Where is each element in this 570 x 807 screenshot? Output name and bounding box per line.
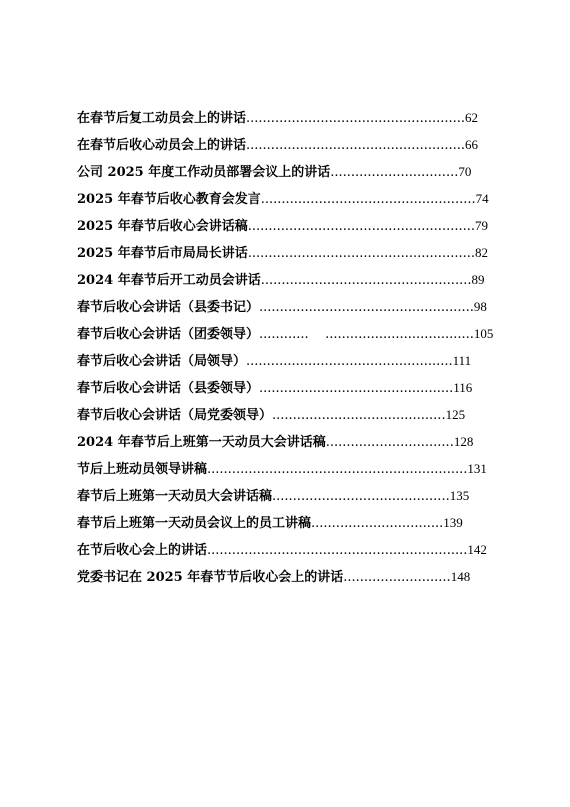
toc-entry-title: 在春节后复工动员会上的讲话 [77,111,247,126]
toc-entry [77,158,496,185]
toc-entry-page: 116 [453,380,473,395]
toc-entry-title: 2024 年春节后开工动员会讲话 [77,273,261,288]
toc-entry [77,293,496,320]
toc-entry-page: 66 [465,137,479,152]
toc-entry [77,509,496,536]
toc-entry-page: 62 [465,110,479,125]
toc-entry-page: 131 [467,461,487,476]
toc-entry-title: 在节后收心会上的讲话 [77,543,208,558]
toc-entry-leader: .......................................... [272,408,446,423]
toc-entry-leader: ..................................................... [246,111,466,126]
toc-entry-page: 98 [473,299,487,314]
toc-entry-leader: ............................... [330,165,459,180]
toc-entry-leader: ................................ [311,516,444,531]
toc-entry-page: 79 [475,218,488,233]
toc-entry-page: 89 [471,272,485,287]
toc-entry [77,482,496,509]
toc-entry-leader: .................................................... [259,300,474,315]
toc-entry-page: 142 [467,542,487,557]
toc-entry [77,563,496,590]
toc-entry-leader: .......................... [343,570,451,585]
toc-entry [77,347,496,374]
toc-entry-leader: ........................................... [272,489,450,504]
toc-entry [77,536,496,563]
toc-entry [77,266,496,293]
toc-entry [77,320,496,347]
toc-entry-title: 2024 年春节后上班第一天动员大会讲话稿 [77,435,326,450]
toc-entry-page: 148 [450,569,471,584]
toc-entry-leader: ..................................................... [246,138,466,153]
toc-entry-title: 节后上班动员领导讲稿 [77,462,208,477]
toc-entry-title: 在春节后收心动员会上的讲话 [77,138,247,153]
toc-entry-leader: ....................................................... [247,246,475,261]
toc-entry-title: 党委书记在 2025 年春节节后收心会上的讲话 [77,570,344,585]
table-of-contents [77,104,496,590]
toc-entry [77,455,496,482]
toc-entry [77,104,496,131]
toc-entry-leader: .................................................... [260,192,476,207]
toc-entry-title: 春节后收心会讲话（团委领导） [77,327,260,342]
toc-entry-page: 139 [443,515,463,530]
toc-entry [77,374,496,401]
toc-entry-title: 春节后收心会讲话（县委领导） [77,381,260,396]
toc-entry-page: 105 [473,326,494,341]
toc-entry-leader: ............................................................... [207,462,468,477]
toc-entry-title: 春节后上班第一天动员大会讲话稿 [77,489,273,504]
toc-entry-title: 春节后收心会讲话（县委书记） [77,300,260,315]
toc-entry-leader: ............ .................................... [259,327,474,342]
toc-entry-page: 135 [449,488,470,503]
toc-entry [77,239,496,266]
toc-entry-title: 春节后收心会讲话（局党委领导） [77,408,273,423]
toc-entry-title: 2025 年春节后收心教育会发言 [77,192,261,207]
toc-entry [77,212,496,239]
toc-entry-page: 74 [475,191,489,206]
toc-entry-page: 70 [458,164,472,179]
toc-entry-title: 公司 2025 年度工作动员部署会议上的讲话 [77,165,331,180]
toc-entry-leader: ............................................................... [207,543,468,558]
toc-entry [77,428,496,455]
toc-entry-title: 春节后上班第一天动员会议上的员工讲稿 [77,516,312,531]
toc-entry [77,401,496,428]
toc-entry-title: 2025 年春节后收心会讲话稿 [77,219,248,234]
toc-entry-leader: ............................... [325,435,454,450]
toc-entry-leader: ................................................... [260,273,472,288]
toc-entry-title: 2025 年春节后市局局长讲话 [77,246,248,261]
toc-entry [77,131,496,158]
toc-entry-page: 111 [452,353,472,368]
toc-entry-leader: ....................................................... [247,219,475,234]
toc-entry-page: 82 [475,245,488,260]
toc-entry-page: 128 [453,434,474,449]
toc-entry-leader: .................................................. [246,354,453,369]
toc-entry-title: 春节后收心会讲话（局领导） [77,354,247,369]
toc-entry-leader: ............................................... [259,381,454,396]
toc-entry [77,185,496,212]
toc-entry-page: 125 [445,407,466,422]
